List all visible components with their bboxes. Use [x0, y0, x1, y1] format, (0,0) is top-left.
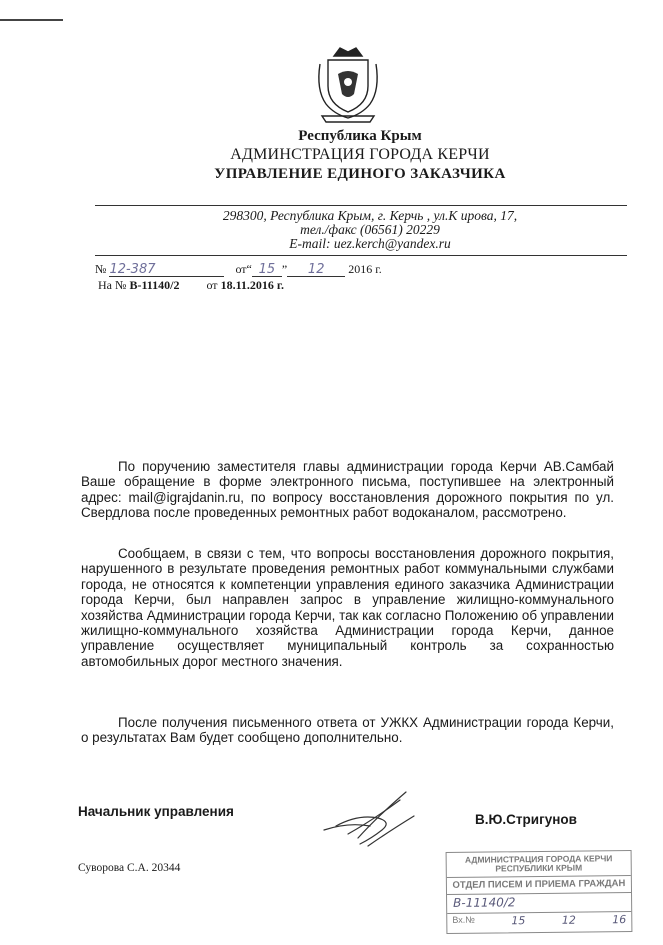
stamp-department: ОТДЕЛ ПИСЕМ И ПРИЕМА ГРАЖДАН	[452, 878, 626, 891]
coat-of-arms-icon	[312, 42, 384, 124]
handwritten-signature-icon	[318, 786, 438, 856]
stamp-incoming-day: 15	[511, 914, 526, 928]
ref-number-label: На №	[98, 278, 127, 292]
phone-fax-line: тел./факс (06561) 20229	[300, 222, 440, 237]
signatory-name: В.Ю.Стригунов	[475, 812, 577, 827]
stamp-incoming-month: 12	[561, 913, 576, 927]
stamp-incoming-year: 16	[612, 913, 627, 927]
header-divider-top	[95, 205, 627, 206]
registry-stamp	[446, 850, 633, 934]
reg-number-field	[109, 262, 224, 277]
ref-date-label: от	[206, 278, 218, 292]
header-divider-bottom	[95, 255, 627, 256]
reg-month-field	[287, 262, 345, 277]
stamp-incoming-label: Вх.№	[452, 914, 475, 925]
outgoing-registration: № 12-387 от“ 15 ” 12 2016 г.	[95, 262, 382, 277]
signatory-position: Начальник управления	[78, 804, 234, 819]
stamp-incoming-row	[452, 913, 626, 928]
stamp-line-administration: АДМИНИСТРАЦИЯ ГОРОДА КЕРЧИ	[464, 853, 613, 865]
reference-registration	[98, 278, 284, 293]
address-line: 298300, Республика Крым, г. Керчь , ул.К ирова, 17,	[222, 208, 518, 223]
reg-day-field	[252, 262, 282, 277]
letter-paragraph-2: Сообщаем, в связи с тем, что вопросы восстановления дорожного покрытия, нарушенного в результате проведения ремонтных работ коммунальными службами города, не относятся к компетенции управления единого заказчика Администрации города Керчи, был направлен запрос в управление жилищно-коммунального хозяйства Администрации города Керчи, так как согласно Положению об управлении жилищно-коммунального хозяйства Администрации города Керчи, данное управление осуществляет муниципальный контроль за сохранностью автомобильных дорог местного значения.	[81, 546, 614, 669]
reg-number-value: 12-387	[109, 262, 156, 277]
letter-paragraph-3: После получения письменного ответа от УЖКХ Администрации города Керчи, о результатах Вам будет сообщено дополнительно.	[81, 715, 614, 746]
scan-edge-mark	[0, 19, 63, 21]
reg-month-value: 12	[307, 262, 325, 277]
department-title: УПРАВЛЕНИЕ ЕДИНОГО ЗАКАЗЧИКА	[214, 166, 506, 182]
reg-day-value: 15	[258, 262, 276, 277]
stamp-handwritten-number: В-11140/2	[453, 895, 516, 910]
ref-date-value: 18.11.2016 г.	[220, 278, 284, 292]
ref-number-value: В-11140/2	[129, 278, 180, 292]
reg-date-label: от	[235, 262, 247, 276]
email-line: E-mail: uez.kerch@yandex.ru	[289, 236, 451, 251]
stamp-divider	[447, 892, 631, 895]
stamp-header	[447, 854, 631, 874]
stamp-line-republic: РЕСПУБЛИКИ КРЫМ	[495, 862, 583, 874]
reg-year: 2016 г.	[348, 262, 382, 276]
letter-paragraph-1: По поручению заместителя главы администрации города Керчи АВ.Самбай Ваше обращение в форме электронного письма, поступившее на электронный адрес: mail@igrajdanin.ru, по вопросу восстановления дорожного покрытия по ул. Свердлова после проведенных ремонтных работ водоканалом, рассмотрено.	[81, 459, 614, 521]
executor-note: Суворова С.А. 20344	[78, 862, 181, 874]
reg-number-label: №	[95, 262, 107, 276]
administration-title: АДМИНСТРАЦИЯ ГОРОДА КЕРЧИ	[230, 146, 490, 163]
region-title: Республика Крым	[298, 128, 422, 144]
